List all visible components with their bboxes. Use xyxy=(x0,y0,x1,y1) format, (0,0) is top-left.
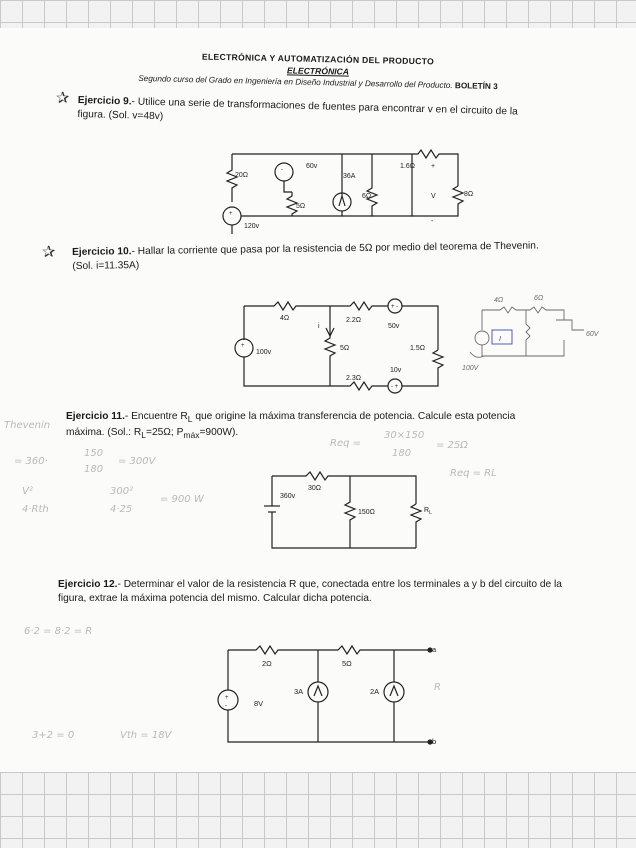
hw-6ohm: 6Ω xyxy=(534,295,544,302)
pencil-note: 3+2 = 0 xyxy=(32,730,75,741)
pencil-note: Req = RL xyxy=(450,468,497,479)
course-subtitle: Segundo curso del Grado en Ingeniería en Diseño Industrial y Desarrollo del Producto. BOLETÍN 3 xyxy=(138,73,498,92)
label-50v: 50v xyxy=(388,323,400,330)
svg-text:-: - xyxy=(281,167,283,173)
svg-text:+: + xyxy=(241,343,245,349)
label-100v: 100v xyxy=(256,349,272,356)
pencil-note: 30×150 xyxy=(384,430,425,441)
circuit-exercise-11 xyxy=(260,466,440,556)
pencil-note: Req = xyxy=(330,438,362,449)
pencil-note: Thevenin xyxy=(4,420,51,431)
circuit-exercise-12 xyxy=(208,636,448,750)
svg-text:-: - xyxy=(225,703,227,709)
circuit-exercise-9 xyxy=(222,144,478,230)
circuit-exercise-10 xyxy=(232,292,450,398)
pencil-note: 4·25 xyxy=(110,504,133,515)
label-plus: + xyxy=(431,163,436,170)
label-60v: 60v xyxy=(306,163,318,170)
svg-text:+ -: + - xyxy=(391,304,399,310)
label-8v: 8V xyxy=(254,699,264,708)
svg-text:- +: - + xyxy=(391,384,399,390)
label-1-5ohm: 1.5Ω xyxy=(410,345,425,352)
subject-title: ELECTRÓNICA xyxy=(286,65,350,77)
label-v: V xyxy=(431,193,436,200)
label-rl: $R_L$ xyxy=(424,507,432,516)
label-150ohm: 150Ω xyxy=(358,509,375,516)
svg-text:+: + xyxy=(225,695,229,701)
handwritten-thevenin-sketch xyxy=(460,290,610,374)
hw-100v: 100V xyxy=(462,365,479,372)
label-1-6ohm: 1.6Ω xyxy=(400,163,415,170)
pencil-note: 300² xyxy=(110,486,134,497)
label-8ohm: 8Ω xyxy=(464,191,474,198)
exercise-10-statement: Ejercicio 10.- Hallar la corriente que pasa por la resistencia de 5Ω por medio del teorema de Thevenin. (Sol. i=11.35A) xyxy=(72,240,539,272)
pencil-note: 150 xyxy=(84,448,104,459)
label-5ohm: 5Ω xyxy=(296,203,306,210)
label-2-2ohm: 2.2Ω xyxy=(346,317,361,324)
label-36a: 36A xyxy=(343,173,356,180)
label-i: i xyxy=(318,323,320,330)
label-4ohm: 4Ω xyxy=(280,315,290,322)
star-mark-icon: ✰ xyxy=(42,244,56,261)
pencil-note: = 300V xyxy=(118,456,156,467)
pencil-note: 4·Rth xyxy=(22,504,49,515)
label-10v: 10v xyxy=(390,367,402,374)
terminal-a: a xyxy=(432,645,437,654)
pencil-note: V² xyxy=(22,486,33,497)
label-120v: 120v xyxy=(244,223,260,230)
course-title: ELECTRÓNICA Y AUTOMATIZACIÓN DEL PRODUCTO xyxy=(201,51,435,67)
exercise-12-statement: Ejercicio 12.- Determinar el valor de la resistencia R que, conectada entre los terminales a y b del circuito de la figura, extrae la máxima potencia del mismo. Calcular dicha potencia. xyxy=(58,579,562,604)
terminal-b: b xyxy=(432,737,437,746)
label-2-3ohm: 2.3Ω xyxy=(346,375,361,382)
svg-text:+: + xyxy=(229,211,233,217)
label-30ohm: 30Ω xyxy=(308,485,322,492)
label-5ohm: 5Ω xyxy=(340,345,350,352)
hw-60v: 60V xyxy=(586,331,599,338)
pencil-note: 6·2 = 8·2 = R xyxy=(24,626,93,637)
pencil-note: = 900 W xyxy=(160,494,204,505)
label-2ohm: 2Ω xyxy=(262,659,272,668)
label-6ohm: 6Ω xyxy=(362,193,372,200)
pencil-note: R xyxy=(434,682,441,693)
grid-paper-bottom xyxy=(0,772,636,848)
label-2a: 2A xyxy=(370,687,380,696)
label-3a: 3A xyxy=(294,687,304,696)
pencil-note: 180 xyxy=(84,464,104,475)
exercise-9-statement: Ejercicio 9.- Utilice una serie de transformaciones de fuentes para encontrar v en el circuito de la figura. (Sol. v=48v) xyxy=(77,94,518,123)
pencil-note: 180 xyxy=(392,448,412,459)
grid-paper-top xyxy=(0,0,636,28)
label-360v: 360v xyxy=(280,493,296,500)
bulletin-label: BOLETÍN 3 xyxy=(454,81,498,92)
exercise-11-statement: Ejercicio 11.- Encuentre $R_L$ que origine la máxima transferencia de potencia. Calcule esta potencia máxima. (Sol.: $R_L=25\Omega$; $P_{máx}=900W$). xyxy=(66,411,516,441)
star-mark-icon: ✰ xyxy=(56,90,70,107)
hw-current-i: I xyxy=(499,336,501,343)
hw-4ohm: 4Ω xyxy=(494,297,504,304)
label-20ohm: 20Ω xyxy=(235,172,249,179)
worksheet-page xyxy=(0,28,636,772)
pencil-note: = 360· xyxy=(14,456,48,467)
label-minus: - xyxy=(431,218,434,225)
pencil-note: = 25Ω xyxy=(436,440,468,451)
pencil-note: Vth = 18V xyxy=(120,730,172,741)
label-5ohm: 5Ω xyxy=(342,659,352,668)
